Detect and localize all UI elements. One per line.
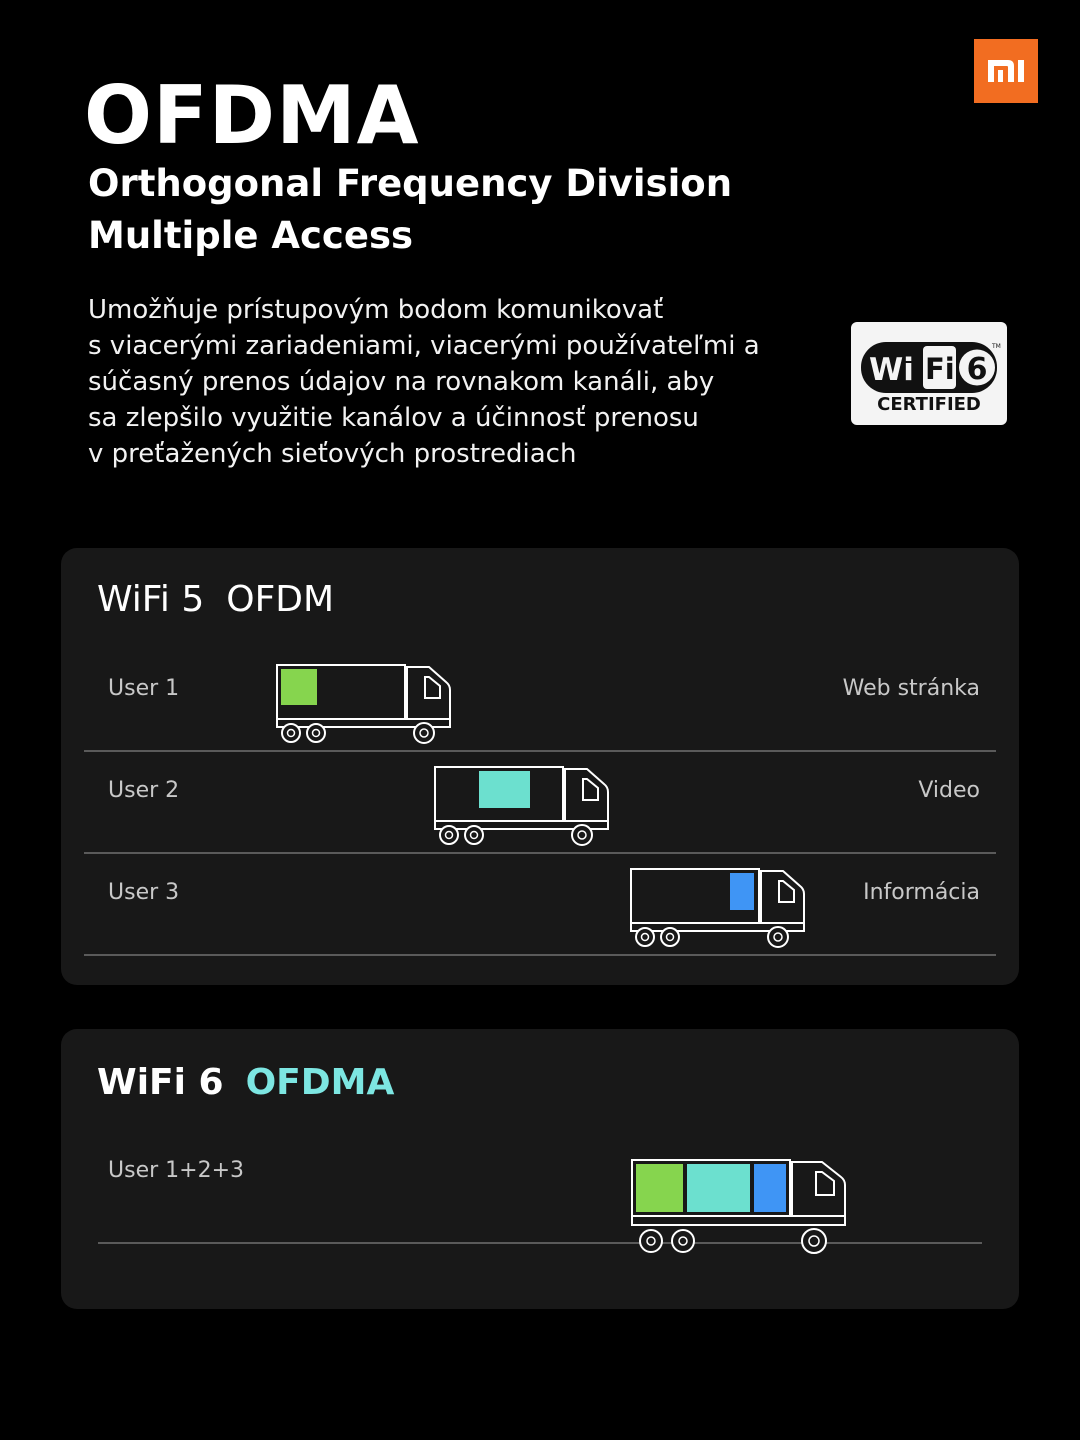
badge-number: 6 [966,352,988,387]
row-data-type: Video [918,778,980,803]
wifi5-row-user2 [84,750,996,854]
truck-icon [630,868,808,948]
row-data-type: Web stránka [842,676,980,701]
wifi6-certified-badge [851,322,1007,425]
page-title: OFDMA [84,69,420,162]
mi-logo [974,39,1038,103]
wifi6-title [97,1061,394,1105]
description [88,292,808,472]
description-line: sa zlepšilo využitie kanálov a účinnosť prenosu [88,403,699,433]
wifi5-standard: OFDM [226,579,335,620]
wifi5-name: WiFi 5 [97,579,205,620]
subtitle-line: Multiple Access [88,214,413,257]
truck-icon [434,766,612,846]
description-line: v preťažených sieťových prostrediach [88,439,577,469]
row-user-label: User 3 [108,880,180,905]
badge-wi: Wi [869,352,914,388]
subtitle-line: Orthogonal Frequency Division [88,162,733,205]
cargo-info [754,1164,786,1212]
description-line: Umožňuje prístupovým bodom komunikovať [88,295,664,325]
truck-icon [631,1159,849,1255]
description-line: s viacerými zariadeniami, viacerými používateľmi a [88,331,760,361]
wifi6-name: WiFi 6 [97,1062,224,1103]
badge-certified: CERTIFIED [877,394,981,415]
row-user-label: User 2 [108,778,180,803]
description-line: súčasný prenos údajov na rovnakom kanáli, aby [88,367,715,397]
badge-tm: TM [992,343,1001,350]
cargo-web [281,669,317,705]
wifi5-row-user3 [84,852,996,956]
wifi5-row-user1 [84,648,996,752]
cargo-video [479,771,530,808]
cargo-video [687,1164,750,1212]
wifi6-row-combined [98,1140,982,1244]
row-data-type: Informácia [863,880,980,905]
page-subtitle [88,158,808,262]
cargo-info [730,873,754,910]
wifi6-panel [61,1029,1019,1309]
row-user-label: User 1+2+3 [108,1158,244,1183]
cargo-web [636,1164,683,1212]
wifi5-panel [61,548,1019,985]
badge-fi: Fi [925,352,955,386]
wifi5-title [97,578,334,622]
truck-icon [276,664,454,744]
wifi6-standard: OFDMA [245,1062,395,1103]
row-user-label: User 1 [108,676,180,701]
